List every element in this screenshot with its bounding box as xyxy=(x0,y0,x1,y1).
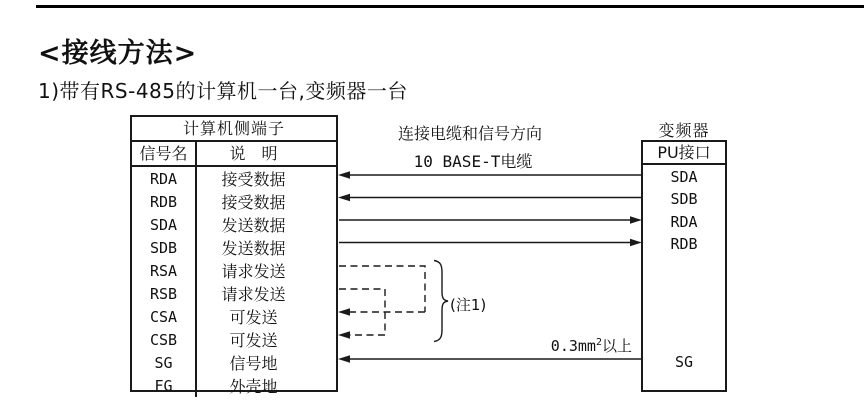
wire-gauge-value: 0.3mm xyxy=(550,337,596,355)
note-brace-icon xyxy=(434,261,448,342)
arrowhead-left-icon xyxy=(338,171,350,178)
table-row xyxy=(132,236,336,259)
computer-table-title: 计算机侧端子 xyxy=(132,117,336,142)
signal-cell: FG xyxy=(132,374,197,397)
desc-cell: 发送数据 xyxy=(221,239,286,258)
signal-cell: CSB xyxy=(132,328,197,351)
inverter-terminal-rdb: RDB xyxy=(670,235,698,253)
inverter-terminal-rda: RDA xyxy=(670,213,698,231)
desc-cell: 可发送 xyxy=(229,331,278,350)
computer-table-rows xyxy=(132,167,336,394)
signal-cell: RDA xyxy=(132,167,197,190)
computer-terminal-table xyxy=(130,115,338,396)
table-row xyxy=(132,282,336,305)
desc-cell: 信号地 xyxy=(229,354,278,373)
connection-direction-label: 连接电缆和信号方向 xyxy=(397,124,542,143)
table-row xyxy=(132,305,336,328)
inverter-terminal-sg: SG xyxy=(674,353,694,371)
top-divider-rule xyxy=(36,5,864,8)
note-label: (注1) xyxy=(450,296,487,314)
wire-gauge-label xyxy=(528,335,632,356)
desc-cell: 请求发送 xyxy=(221,262,286,281)
arrowhead-left-icon xyxy=(338,355,350,362)
table-row xyxy=(132,213,336,236)
arrowhead-left-icon xyxy=(338,194,350,201)
wire-rsb-loop xyxy=(339,289,385,335)
signal-cell: SG xyxy=(132,351,197,374)
column-header-signal: 信号名 xyxy=(132,142,197,165)
cable-type-label: 10 BASE-T电缆 xyxy=(413,152,533,171)
wire-gauge-suffix: 以上 xyxy=(601,337,632,355)
computer-table-header-row xyxy=(132,142,336,167)
signal-cell: CSA xyxy=(132,305,197,328)
table-row xyxy=(132,167,336,190)
desc-cell: 可发送 xyxy=(229,308,278,327)
column-header-desc: 说 明 xyxy=(229,144,278,163)
signal-cell: SDA xyxy=(132,213,197,236)
page-heading: <接线方法> xyxy=(38,38,198,69)
desc-cell: 接受数据 xyxy=(221,193,286,212)
inverter-title: 变频器 xyxy=(658,121,710,140)
signal-cell: RSB xyxy=(132,282,197,305)
signal-cell: RSA xyxy=(132,259,197,282)
wire-rsa-loop xyxy=(339,266,425,312)
table-row xyxy=(132,190,336,213)
desc-cell: 请求发送 xyxy=(221,285,286,304)
table-row xyxy=(132,351,336,374)
inverter-terminal-sdb: SDB xyxy=(670,190,698,208)
desc-cell: 外壳地 xyxy=(229,377,278,396)
table-row xyxy=(132,374,336,397)
inverter-terminal-sda: SDA xyxy=(670,168,698,186)
wire-gauge-superscript: 2 xyxy=(595,337,602,348)
signal-cell: SDB xyxy=(132,236,197,259)
desc-cell: 接受数据 xyxy=(221,170,286,189)
inverter-box xyxy=(641,140,727,392)
arrowhead-left-icon xyxy=(338,331,350,338)
arrowhead-left-icon xyxy=(338,308,350,315)
desc-cell: 发送数据 xyxy=(221,216,286,235)
table-row xyxy=(132,328,336,351)
table-row xyxy=(132,259,336,282)
page-subheading: 1)带有RS-485的计算机一台,变频器一台 xyxy=(38,79,408,103)
signal-cell: RDB xyxy=(132,190,197,213)
pu-port-label: PU接口 xyxy=(643,142,725,165)
